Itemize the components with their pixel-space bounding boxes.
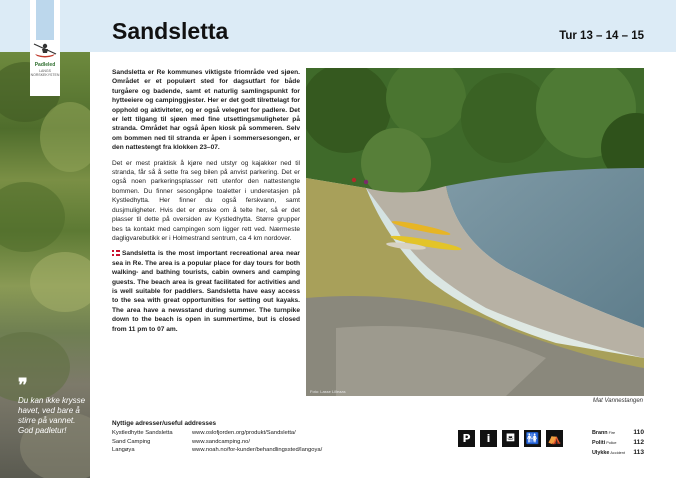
logo-text: Padleled xyxy=(34,62,56,68)
address-list xyxy=(112,420,382,455)
intro-paragraph: Sandsletta er Re kommunes viktigste friområde ved sjøen. Området er et populært sted for dagsutfart for både turgåere og badende, samt et naturlig samlingspunkt for hytteeiere og campinggjester. Her er det godt tilrettelagt for opphold og aktiviteter, og er også velegnet for padlere. Det er lett tilgang til sjøen med fine utsettingsmuligheter på stranda. Området har også åpen kiosk på sommeren. Selv om bommen ned til stranda er åpen i sommersesongen, er den nattestengt fra klokken 23–07. xyxy=(112,69,300,152)
quote-mark-icon: ❞ xyxy=(18,375,28,395)
emergency-row xyxy=(592,438,644,448)
address-url[interactable]: www.sandcamping.no/ xyxy=(192,438,250,445)
emergency-sub: Accident xyxy=(610,451,625,455)
photo-caption: Mat Vannestangen xyxy=(592,398,643,404)
address-name: Langøya xyxy=(112,447,135,454)
beach-photo-image xyxy=(306,68,644,396)
emergency-row xyxy=(592,448,644,458)
emergency-row xyxy=(592,428,644,438)
toilet-icon: 🚻 xyxy=(525,432,540,445)
address-row xyxy=(112,429,382,438)
emergency-number: 112 xyxy=(633,439,644,446)
english-paragraph: Sandsletta is the most important recreational area near sea in Re. The area is a popular place for day tours for both walking- and bathing tourists, cabin owners and camping guests. The beach area is great facilitated for activities and is well suitable for paddlers. Sandsletta have easy access to the sea with great opportunities for setting out kayaks. The area have a newsstand during summer. The turnpike down to the beach is open in summertime, but is closed from 11 pm to 07 am. xyxy=(112,250,300,333)
kiosk-icon: ⛾ xyxy=(502,430,519,447)
address-title: Nyttige adresser/useful addresses xyxy=(112,420,217,427)
sidebar-quote xyxy=(18,375,88,436)
address-name: Sand Camping xyxy=(112,438,151,445)
information-icon: i xyxy=(480,430,497,447)
emergency-sub: Police xyxy=(606,441,617,445)
tour-numbers: Tur 13 – 14 – 15 xyxy=(559,30,644,42)
emergency-numbers xyxy=(592,428,644,458)
emergency-name: Politi xyxy=(592,440,606,446)
sidebar-photo xyxy=(0,52,90,478)
address-name: Kystledhytte Sandsletta xyxy=(112,430,173,436)
quote-text: Du kan ikke krysse havet, ved bare å stirre på vannet. God padletur! xyxy=(18,396,86,435)
padleled-logo xyxy=(30,0,60,96)
beach-photo xyxy=(306,68,644,396)
address-row xyxy=(112,446,382,455)
header-band xyxy=(0,0,676,52)
article-text xyxy=(112,68,300,340)
emergency-name: Brann xyxy=(592,430,608,436)
address-url[interactable]: www.noah.no/for-kunder/behandlingssted/langoya/ xyxy=(192,447,323,454)
address-url[interactable]: www.oslofjorden.org/produkt/Sandsletta/ xyxy=(192,430,296,436)
camping-icon: ⛺ xyxy=(547,432,562,445)
emergency-sub: Fire xyxy=(608,431,616,435)
emergency-number: 113 xyxy=(633,449,644,456)
body-paragraph: Det er mest praktisk å kjøre ned utstyr og kajakker ned til stranda, får så å sette fra seg bilen på anvist parkering. Det er også noen parkeringsplasser rett utenfor den nattestengte bommen. Du finner sesongåpne toaletter i underetasjen på Kystledhytta. Her finner du også ferskvann, samt dusjmuligheter. Hvis det er ønske om å telte her, så er det plasser til dette på oversiden av Kystledhytta. Større grupper bes ta kontakt med campingen som ligger rett ved. Nærmeste dagligvarebutikk er i Holmestrand sentrum, ca 4 km nordover. xyxy=(112,159,300,242)
parking-icon: P xyxy=(458,430,475,447)
uk-flag-icon xyxy=(112,250,120,256)
kayaker-icon xyxy=(32,40,58,60)
english-block xyxy=(112,249,300,334)
emergency-number: 110 xyxy=(633,429,644,436)
logo-subtext: LANGS NORSKEKYSTEN xyxy=(30,69,60,77)
emergency-name: Ulykke xyxy=(592,450,610,456)
photo-credit: Foto: Lasse Lilleaas xyxy=(310,389,346,394)
page-title: Sandsletta xyxy=(112,18,229,44)
amenity-icons xyxy=(458,430,563,447)
address-row xyxy=(112,438,382,447)
